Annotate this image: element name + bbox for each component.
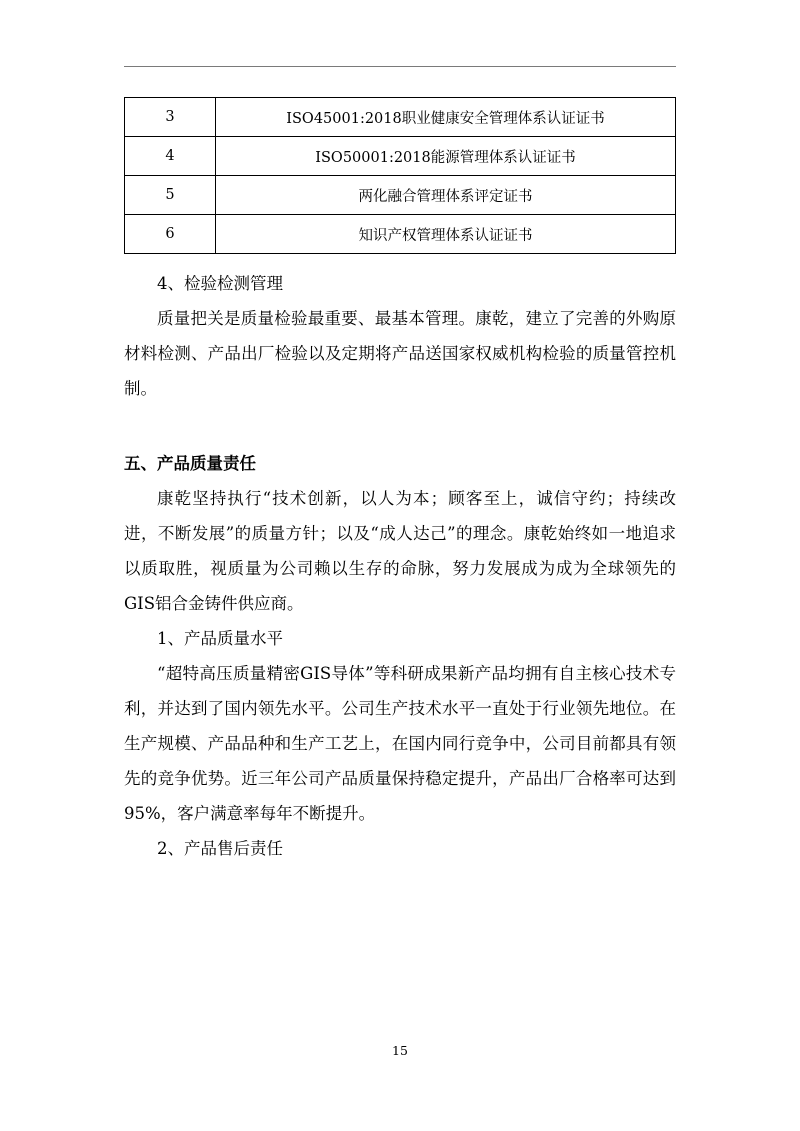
certificate-table xyxy=(124,97,676,254)
spacer xyxy=(124,406,676,446)
header-rule xyxy=(124,66,676,67)
table-cell-title: ISO50001:2018能源管理体系认证证书 xyxy=(216,137,676,176)
page-number: 15 xyxy=(392,1043,408,1058)
section-5-body: 康乾坚持执行“技术创新，以人为本；顾客至上，诚信守约；持续改进，不断发展”的质量方针；以及“成人达己”的理念。康乾始终如一地追求以质取胜，视质量为公司赖以生存的命脉，努力发展成为成为全球领先的GIS铝合金铸件供应商。 xyxy=(124,489,676,613)
section-4-heading: 4、检验检测管理 xyxy=(157,274,283,293)
spacer xyxy=(124,254,676,266)
table-cell-title: 知识产权管理体系认证证书 xyxy=(216,215,676,254)
table-row xyxy=(125,98,676,137)
table-cell-number: 6 xyxy=(125,215,216,254)
table-cell-number: 5 xyxy=(125,176,216,215)
table-cell-title: 两化融合管理体系评定证书 xyxy=(216,176,676,215)
table-row xyxy=(125,215,676,254)
table-cell-title: ISO45001:2018职业健康安全管理体系认证证书 xyxy=(216,98,676,137)
table-cell-number: 3 xyxy=(125,98,216,137)
section-5-sub-1-body: “超特高压质量精密GIS导体”等科研成果新产品均拥有自主核心技术专利，并达到了国内领先水平。公司生产技术水平一直处于行业领先地位。在生产规模、产品品种和生产工艺上，在国内同行竞争中，公司目前都具有领先的竞争优势。近三年公司产品质量保持稳定提升，产品出厂合格率可达到95%，客户满意率每年不断提升。 xyxy=(124,664,676,823)
section-5-heading: 五、产品质量责任 xyxy=(124,454,256,473)
section-4-body: 质量把关是质量检验最重要、最基本管理。康乾，建立了完善的外购原材料检测、产品出厂检验以及定期将产品送国家权威机构检验的质量管控机制。 xyxy=(124,309,676,398)
section-5-sub-1-heading: 1、产品质量水平 xyxy=(157,629,283,648)
table-cell-number: 4 xyxy=(125,137,216,176)
section-5-sub-2-heading: 2、产品售后责任 xyxy=(157,839,283,858)
table-row xyxy=(125,137,676,176)
table-row xyxy=(125,176,676,215)
page-content xyxy=(124,0,676,866)
